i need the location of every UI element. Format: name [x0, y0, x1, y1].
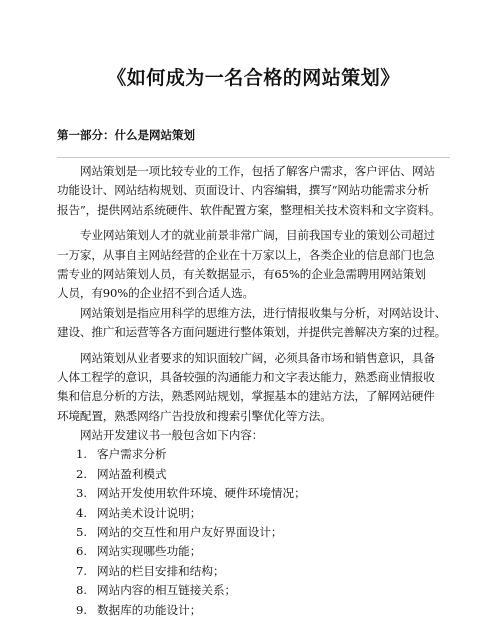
- list-item-text: 网站盈利模式: [97, 466, 167, 481]
- paragraph-line: 网站策划从业者要求的知识面较广阔，必须具备市场和销售意识，具备: [80, 350, 435, 365]
- list-item-text: 网站内容的相互链接关系；: [97, 583, 237, 598]
- list-item: [57, 504, 450, 523]
- paragraph-line: 需专业的网站策划人员，有关数据显示，有65%的企业急需聘用网站策划: [57, 266, 426, 281]
- list-item-number: 1.: [76, 447, 88, 462]
- list-item-text: 网站美术设计说明；: [97, 505, 202, 520]
- list-item-text: 网站实现哪些功能；: [97, 544, 202, 559]
- list-item-number: 9.: [76, 602, 88, 617]
- paragraph-line: 人员，有90%的企业招不到合适人选。: [57, 286, 254, 301]
- list-item-number: 3.: [76, 486, 88, 501]
- list-item-text: 客户需求分析: [97, 447, 167, 462]
- paragraph-1: [57, 162, 450, 220]
- list-item-number: 6.: [76, 544, 88, 559]
- paragraph-3: [57, 304, 450, 343]
- list-item: [57, 601, 450, 620]
- list-item-text: 数据库的功能设计；: [97, 602, 202, 617]
- list-item-number: 4.: [76, 505, 88, 520]
- paragraph-line: 网站开发建议书一般包含如下内容：: [80, 428, 264, 443]
- list-item: [57, 542, 450, 561]
- list-item: [57, 523, 450, 542]
- list-item: [57, 484, 450, 503]
- content-list: [57, 445, 450, 620]
- paragraph-4: [57, 349, 450, 446]
- list-item-number: 8.: [76, 583, 88, 598]
- paragraph-line: 人体工程学的意识，具备较强的沟通能力和文字表达能力，熟悉商业情报收: [57, 369, 435, 384]
- paragraph-line: 集和信息分析的方法，熟悉网站规划，掌握基本的建站方法，了解网站硬件: [57, 389, 435, 404]
- list-item: [57, 581, 450, 600]
- paragraph-line: 一万家，从事自主网站经营的企业在十万家以上，各类企业的信息部门也急: [57, 247, 435, 262]
- list-item-number: 2.: [76, 466, 88, 481]
- paragraph-line: 报告”，提供网站系统硬件、软件配置方案，整理相关技术资料和文字资料。: [57, 202, 441, 217]
- paragraph-line: 专业网站策划人才的就业前景非常广阔，目前我国专业的策划公司超过: [80, 228, 435, 243]
- paragraph-line: 环境配置，熟悉网络广告投放和搜索引擎优化等方法。: [57, 408, 332, 423]
- list-item-text: 网站的交互性和用户友好界面设计；: [97, 525, 283, 540]
- paragraph-line: 功能设计、网站结构规划、页面设计、内容编辑，撰写“网站功能需求分析: [57, 183, 429, 198]
- document-title: 《如何成为一名合格的网站策划》: [107, 67, 400, 89]
- section-heading: 第一部分：什么是网站策划: [57, 128, 195, 142]
- list-item-number: 7.: [76, 563, 88, 578]
- paragraph-line: 建设、推广和运营等各方面问题进行整体策划，并提供完善解决方案的过程。: [57, 325, 447, 340]
- divider: [57, 157, 450, 158]
- paragraph-line: 网站策划是指应用科学的思维方法，进行情报收集与分析，对网站设计、: [80, 305, 447, 320]
- list-item-text: 网站的栏目安排和结构；: [97, 563, 225, 578]
- list-item: [57, 562, 450, 581]
- list-item: [57, 445, 450, 464]
- list-item: [57, 465, 450, 484]
- paragraph-2: [57, 226, 450, 304]
- list-item-text: 网站开发使用软件环境、硬件环境情况；: [97, 486, 306, 501]
- paragraph-line: 网站策划是一项比较专业的工作，包括了解客户需求，客户评估、网站: [80, 164, 435, 178]
- list-item-number: 5.: [76, 525, 88, 540]
